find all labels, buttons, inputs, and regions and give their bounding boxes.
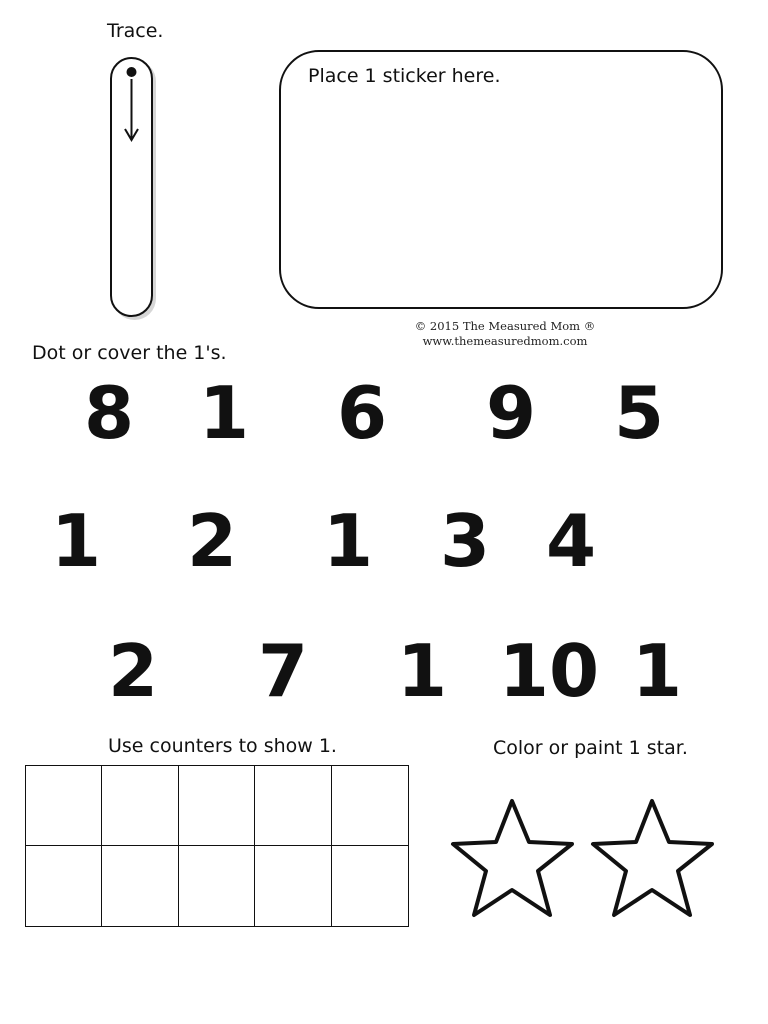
ten-frame-cell[interactable] [102,766,178,846]
counters-title: Use counters to show 1. [108,735,337,757]
number-item[interactable]: 8 [83,371,135,455]
number-item[interactable]: 7 [257,629,309,713]
ten-frame-cell[interactable] [179,766,255,846]
number-item[interactable]: 1 [198,371,250,455]
ten-frame-cell[interactable] [102,846,178,926]
number-item[interactable]: 2 [107,629,159,713]
sticker-label: Place 1 sticker here. [308,65,501,87]
number-item[interactable]: 5 [613,371,665,455]
trace-title: Trace. [107,20,164,42]
star-outline-icon[interactable] [590,797,716,921]
copyright-line: © 2015 The Measured Mom ® [414,319,596,333]
ten-frame-cell[interactable] [255,846,331,926]
star-outline-icon[interactable] [450,797,576,921]
number-item[interactable]: 9 [485,371,537,455]
copyright-notice [405,319,605,349]
number-item[interactable]: 10 [498,629,600,713]
sticker-box[interactable] [279,50,723,309]
number-item[interactable]: 6 [336,371,388,455]
ten-frame-cell[interactable] [179,846,255,926]
trace-start-arrow-icon [112,59,152,315]
number-item[interactable]: 2 [186,499,238,583]
ten-frame-cell[interactable] [255,766,331,846]
number-item[interactable]: 1 [396,629,448,713]
website-url: www.themeasuredmom.com [422,334,588,348]
ten-frame-cell[interactable] [26,846,102,926]
number-item[interactable]: 4 [545,499,597,583]
number-item[interactable]: 3 [439,499,491,583]
ten-frame [25,765,409,927]
number-item[interactable]: 1 [50,499,102,583]
ten-frame-cell[interactable] [332,766,408,846]
trace-number-one-outline[interactable] [110,57,153,317]
stars-title: Color or paint 1 star. [493,737,688,759]
number-item[interactable]: 1 [322,499,374,583]
ten-frame-cell[interactable] [26,766,102,846]
ten-frame-cell[interactable] [332,846,408,926]
number-item[interactable]: 1 [631,629,683,713]
dot-section-title: Dot or cover the 1's. [32,342,227,364]
